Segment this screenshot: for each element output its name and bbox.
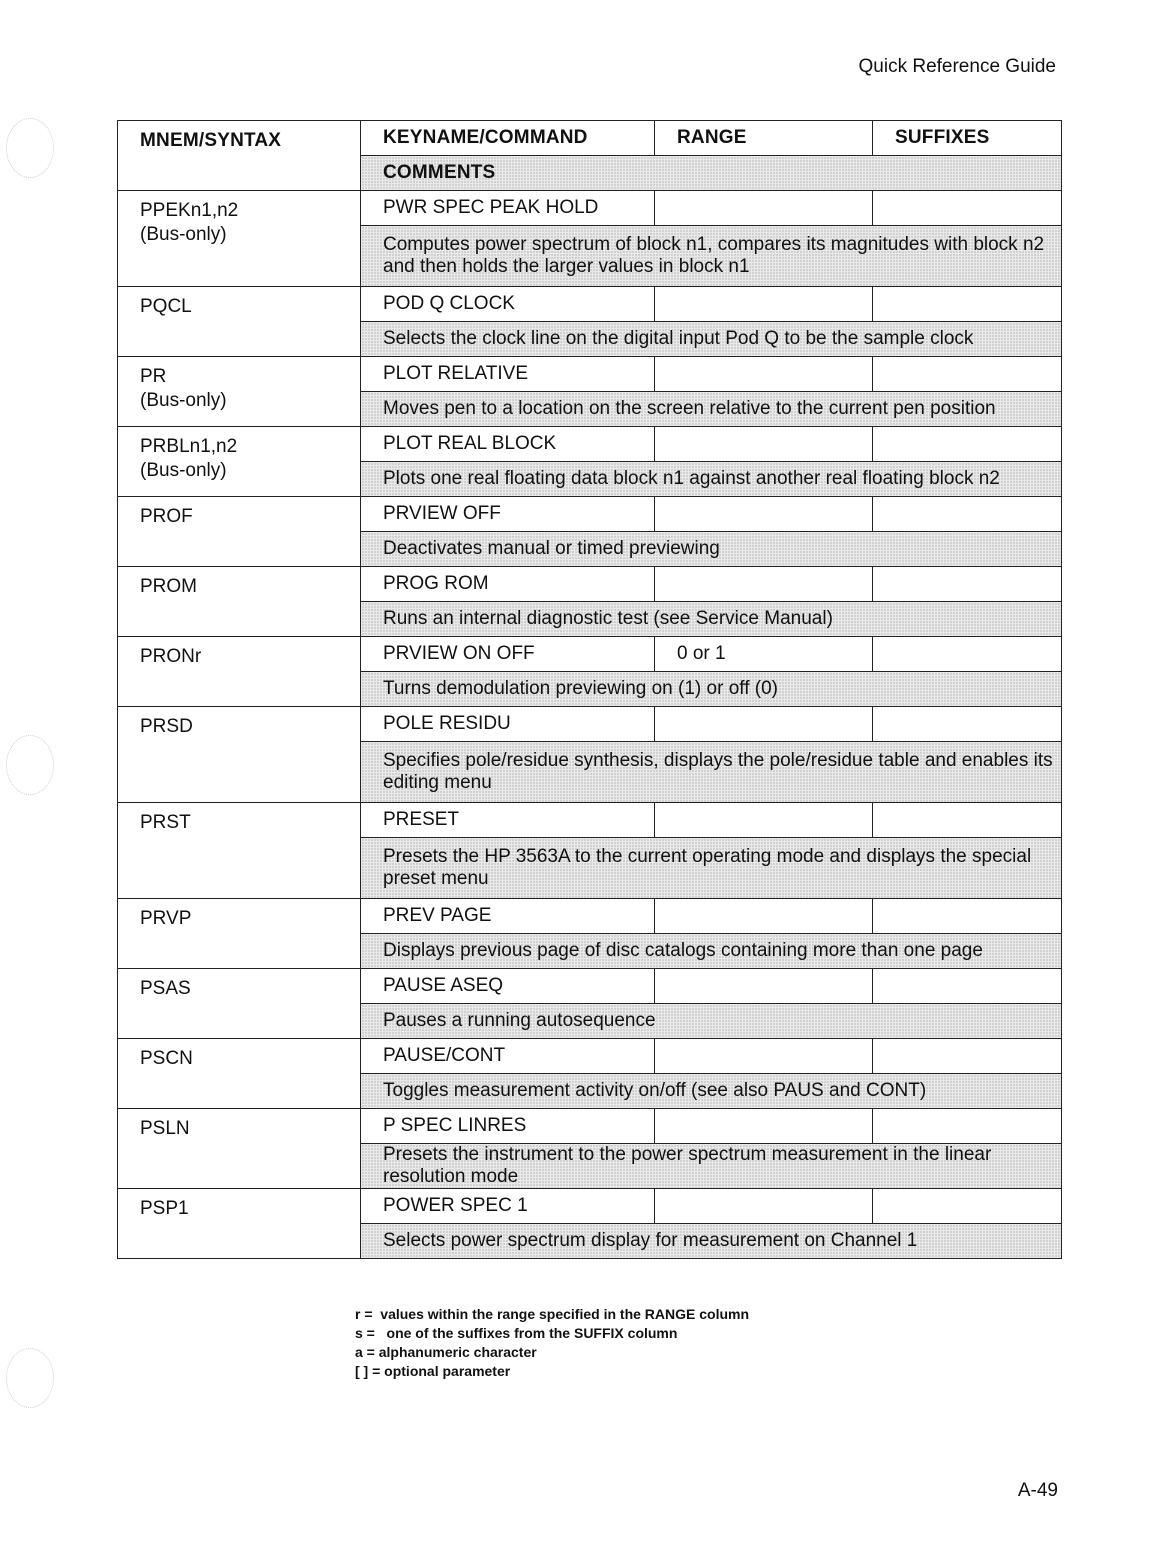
keyname-cell: POD Q CLOCK xyxy=(361,287,655,322)
keyname-cell: PROG ROM xyxy=(361,567,655,602)
entry-row xyxy=(118,899,1062,934)
mnemonic-cell xyxy=(118,497,361,567)
mnemonic-note: (Bus-only) xyxy=(140,390,227,411)
comment-cell: Selects the clock line on the digital input Pod Q to be the sample clock xyxy=(361,322,1062,357)
suffixes-cell xyxy=(873,191,1062,226)
col-header-mnem: MNEM/SYNTAX xyxy=(118,121,361,191)
reference-table-body xyxy=(118,121,1062,1259)
comment-cell: Computes power spectrum of block n1, compares its magnitudes with block n2 and then holds the larger values in block n1 xyxy=(361,226,1062,287)
keyname-cell: PAUSE/CONT xyxy=(361,1039,655,1074)
comment-cell: Plots one real floating data block n1 against another real floating block n2 xyxy=(361,462,1062,497)
mnemonic: PRSD xyxy=(140,716,193,737)
suffixes-cell xyxy=(873,1039,1062,1074)
mnemonic-note: (Bus-only) xyxy=(140,460,227,481)
keyname-cell: PREV PAGE xyxy=(361,899,655,934)
comment-cell: Turns demodulation previewing on (1) or off (0) xyxy=(361,672,1062,707)
range-cell xyxy=(655,567,873,602)
binder-hole xyxy=(6,118,54,178)
mnemonic-note: (Bus-only) xyxy=(140,224,227,245)
comment-cell: Selects power spectrum display for measurement on Channel 1 xyxy=(361,1224,1062,1259)
suffixes-cell xyxy=(873,637,1062,672)
suffixes-cell xyxy=(873,1109,1062,1144)
mnemonic-cell xyxy=(118,1189,361,1259)
range-cell xyxy=(655,287,873,322)
range-cell xyxy=(655,899,873,934)
comment-cell: Toggles measurement activity on/off (see also PAUS and CONT) xyxy=(361,1074,1062,1109)
range-cell xyxy=(655,803,873,838)
mnemonic: PRST xyxy=(140,812,191,833)
binder-hole xyxy=(6,1348,54,1408)
mnemonic-cell xyxy=(118,287,361,357)
range-cell xyxy=(655,1039,873,1074)
legend-item: r = values within the range specified in the RANGE column xyxy=(355,1306,750,1322)
page-number: A-49 xyxy=(1017,1480,1058,1501)
range-cell xyxy=(655,191,873,226)
keyname-cell: PAUSE ASEQ xyxy=(361,969,655,1004)
suffixes-cell xyxy=(873,357,1062,392)
keyname-cell: POWER SPEC 1 xyxy=(361,1189,655,1224)
keyname-cell: PRVIEW OFF xyxy=(361,497,655,532)
keyname-cell: PRESET xyxy=(361,803,655,838)
reference-table xyxy=(117,120,1062,1259)
mnemonic-cell xyxy=(118,637,361,707)
legend xyxy=(355,1305,749,1381)
entry-row xyxy=(118,707,1062,742)
mnemonic: PSP1 xyxy=(140,1198,189,1219)
mnemonic: PSAS xyxy=(140,978,191,999)
keyname-cell: PLOT RELATIVE xyxy=(361,357,655,392)
entry-row xyxy=(118,427,1062,462)
mnemonic-cell xyxy=(118,969,361,1039)
binder-hole xyxy=(6,735,54,795)
mnemonic: PR xyxy=(140,366,167,387)
entry-row xyxy=(118,357,1062,392)
entry-row xyxy=(118,637,1062,672)
legend-item: a = alphanumeric character xyxy=(355,1344,537,1360)
comment-cell: Deactivates manual or timed previewing xyxy=(361,532,1062,567)
suffixes-cell xyxy=(873,567,1062,602)
suffixes-cell xyxy=(873,497,1062,532)
entry-row xyxy=(118,1109,1062,1144)
comment-cell: Presets the HP 3563A to the current operating mode and displays the special preset menu xyxy=(361,838,1062,899)
comment-cell: Runs an internal diagnostic test (see Service Manual) xyxy=(361,602,1062,637)
comment-cell: Pauses a running autosequence xyxy=(361,1004,1062,1039)
col-header-suffixes: SUFFIXES xyxy=(873,121,1062,156)
entry-row xyxy=(118,1189,1062,1224)
keyname-cell: P SPEC LINRES xyxy=(361,1109,655,1144)
comment-cell: Moves pen to a location on the screen relative to the current pen position xyxy=(361,392,1062,427)
keyname-cell: PLOT REAL BLOCK xyxy=(361,427,655,462)
entry-row xyxy=(118,287,1062,322)
range-cell xyxy=(655,1189,873,1224)
col-header-comments: COMMENTS xyxy=(361,156,1062,191)
mnemonic-cell xyxy=(118,427,361,497)
mnemonic: PRONr xyxy=(140,646,202,667)
mnemonic-cell xyxy=(118,899,361,969)
comment-cell: Displays previous page of disc catalogs containing more than one page xyxy=(361,934,1062,969)
suffixes-cell xyxy=(873,899,1062,934)
entry-row xyxy=(118,497,1062,532)
keyname-cell: PRVIEW ON OFF xyxy=(361,637,655,672)
col-header-keyname: KEYNAME/COMMAND xyxy=(361,121,655,156)
range-cell: 0 or 1 xyxy=(655,637,873,672)
table-header-row xyxy=(118,121,1062,156)
comment-cell: Presets the instrument to the power spectrum measurement in the linear resolution mode xyxy=(361,1144,1062,1189)
mnemonic-cell xyxy=(118,1039,361,1109)
col-header-range: RANGE xyxy=(655,121,873,156)
mnemonic: PRVP xyxy=(140,908,192,929)
mnemonic-cell xyxy=(118,567,361,637)
entry-row xyxy=(118,803,1062,838)
keyname-cell: PWR SPEC PEAK HOLD xyxy=(361,191,655,226)
mnemonic: PSLN xyxy=(140,1118,190,1139)
suffixes-cell xyxy=(873,707,1062,742)
suffixes-cell xyxy=(873,1189,1062,1224)
suffixes-cell xyxy=(873,803,1062,838)
entry-row xyxy=(118,1039,1062,1074)
suffixes-cell xyxy=(873,427,1062,462)
mnemonic: PROM xyxy=(140,576,197,597)
mnemonic-cell xyxy=(118,1109,361,1189)
mnemonic-cell xyxy=(118,803,361,899)
range-cell xyxy=(655,497,873,532)
mnemonic-cell xyxy=(118,357,361,427)
mnemonic-cell xyxy=(118,191,361,287)
mnemonic-cell xyxy=(118,707,361,803)
suffixes-cell xyxy=(873,287,1062,322)
range-cell xyxy=(655,1109,873,1144)
range-cell xyxy=(655,707,873,742)
keyname-cell: POLE RESIDU xyxy=(361,707,655,742)
legend-item: s = one of the suffixes from the SUFFIX column xyxy=(355,1325,678,1341)
running-head: Quick Reference Guide xyxy=(858,56,1056,77)
mnemonic: PPEKn1,n2 xyxy=(140,200,239,221)
entry-row xyxy=(118,567,1062,602)
entry-row xyxy=(118,969,1062,1004)
mnemonic: PSCN xyxy=(140,1048,193,1069)
range-cell xyxy=(655,969,873,1004)
mnemonic: PQCL xyxy=(140,296,192,317)
range-cell xyxy=(655,427,873,462)
comment-cell: Specifies pole/residue synthesis, displays the pole/residue table and enables its editing menu xyxy=(361,742,1062,803)
mnemonic: PROF xyxy=(140,506,193,527)
entry-row xyxy=(118,191,1062,226)
range-cell xyxy=(655,357,873,392)
suffixes-cell xyxy=(873,969,1062,1004)
legend-item: [ ] = optional parameter xyxy=(355,1363,511,1379)
mnemonic: PRBLn1,n2 xyxy=(140,436,238,457)
